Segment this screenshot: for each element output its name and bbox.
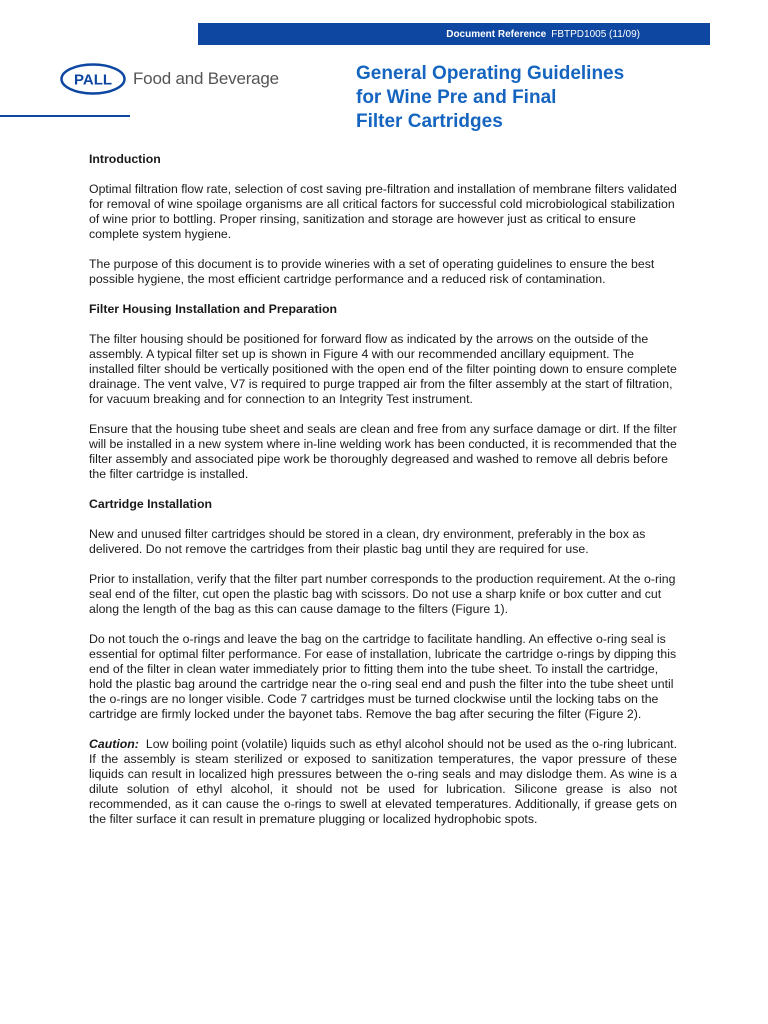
housing-paragraph-2: Ensure that the housing tube sheet and seals are clean and free from any surface damage or dirt. If the filter will be installed in a new system where in-line welding work has been conducted, it is recommended that the filter assembly and associated pipe work be thoroughly degreased and washed to remove all debris before the filter cartridge is installed. [89, 422, 677, 481]
title-line-2: for Wine Pre and Final [356, 87, 557, 108]
title-line-3: Filter Cartridges [356, 111, 503, 132]
caution-paragraph [89, 737, 677, 827]
cartridge-paragraph-3: Do not touch the o-rings and leave the bag on the cartridge to facilitate handling. An effective o-ring seal is essential for optimal filter performance. For ease of installation, lubricate the cartridge o-rings by dipping this end of the filter in clean water immediately prior to fitting them into the tube sheet. To install the cartridge, hold the plastic bag around the cartridge near the o-ring seal end and push the filter into the tube sheet until the o-rings are no longer visible. Code 7 cartridges must be turned clockwise until the locking tabs on the cartridge are firmly locked under the bayonet tabs. Remove the bag after securing the filter (Figure 2). [89, 632, 677, 721]
section-heading-introduction: Introduction [89, 152, 161, 166]
pall-logo-icon [60, 63, 126, 95]
pall-logo-text: PALL [73, 71, 113, 89]
document-reference-value: FBTPD1005 (11/09) [551, 28, 640, 40]
division-name: Food and Beverage [133, 69, 279, 88]
header-divider [0, 115, 130, 117]
introduction-paragraph-1: Optimal filtration flow rate, selection of cost saving pre-filtration and installation of membrane filters validated for removal of wine spoilage organisms are all critical factors for successful cold microbiological stabilization of wine prior to bottling. Proper rinsing, sanitization and storage are however just as critical to ensure complete system hygiene. [89, 182, 677, 241]
document-reference-label: Document Reference [446, 28, 547, 40]
caution-label: Caution: [89, 737, 139, 751]
cartridge-paragraph-2: Prior to installation, verify that the filter part number corresponds to the production requirement. At the o-ring seal end of the filter, cut open the plastic bag with scissors. Do not use a sharp knife or box cutter and cut along the length of the bag as this can cause damage to the filters (Figure 1). [89, 572, 676, 616]
cartridge-paragraph-1: New and unused filter cartridges should be stored in a clean, dry environment, preferably in the box as delivered. Do not remove the cartridges from their plastic bag until they are required for use. [89, 527, 646, 556]
title-line-1: General Operating Guidelines [356, 63, 625, 84]
document-body [89, 152, 677, 842]
caution-text: Low boiling point (volatile) liquids such as ethyl alcohol should not be used as the o-ring lubricant. If the assembly is steam sterilized or exposed to sanitization temperatures, the vapor pressure of these liquids can result in localized high pressures between the o-ring seals and may dislodge them. As wine is a dilute solution of ethyl alcohol, it should not be used for lubrication. Silicone grease is also not recommended, as it can cause the o-rings to swell at elevated temperatures. Additionally, if grease gets on the filter surface it can result in premature plugging or localized hydrophobic spots. [89, 737, 678, 826]
section-heading-housing-installation: Filter Housing Installation and Preparation [89, 302, 338, 316]
document-reference-bar [198, 23, 710, 45]
section-heading-cartridge-installation: Cartridge Installation [89, 497, 212, 511]
document-title [356, 62, 624, 134]
introduction-paragraph-2: The purpose of this document is to provide wineries with a set of operating guidelines to ensure the best possible hygiene, the most efficient cartridge performance and a reduced risk of contamination. [89, 257, 655, 286]
housing-paragraph-1: The filter housing should be positioned for forward flow as indicated by the arrows on the outside of the assembly. A typical filter set up is shown in Figure 4 with our recommended ancillary equipment. The installed filter should be vertically positioned with the open end of the filter pointing down to ensure complete drainage. The vent valve, V7 is required to purge trapped air from the filter assembly at the start of filtration, for vacuum breaking and for connection to an Integrity Test instrument. [89, 332, 677, 406]
pall-logo [60, 63, 279, 95]
